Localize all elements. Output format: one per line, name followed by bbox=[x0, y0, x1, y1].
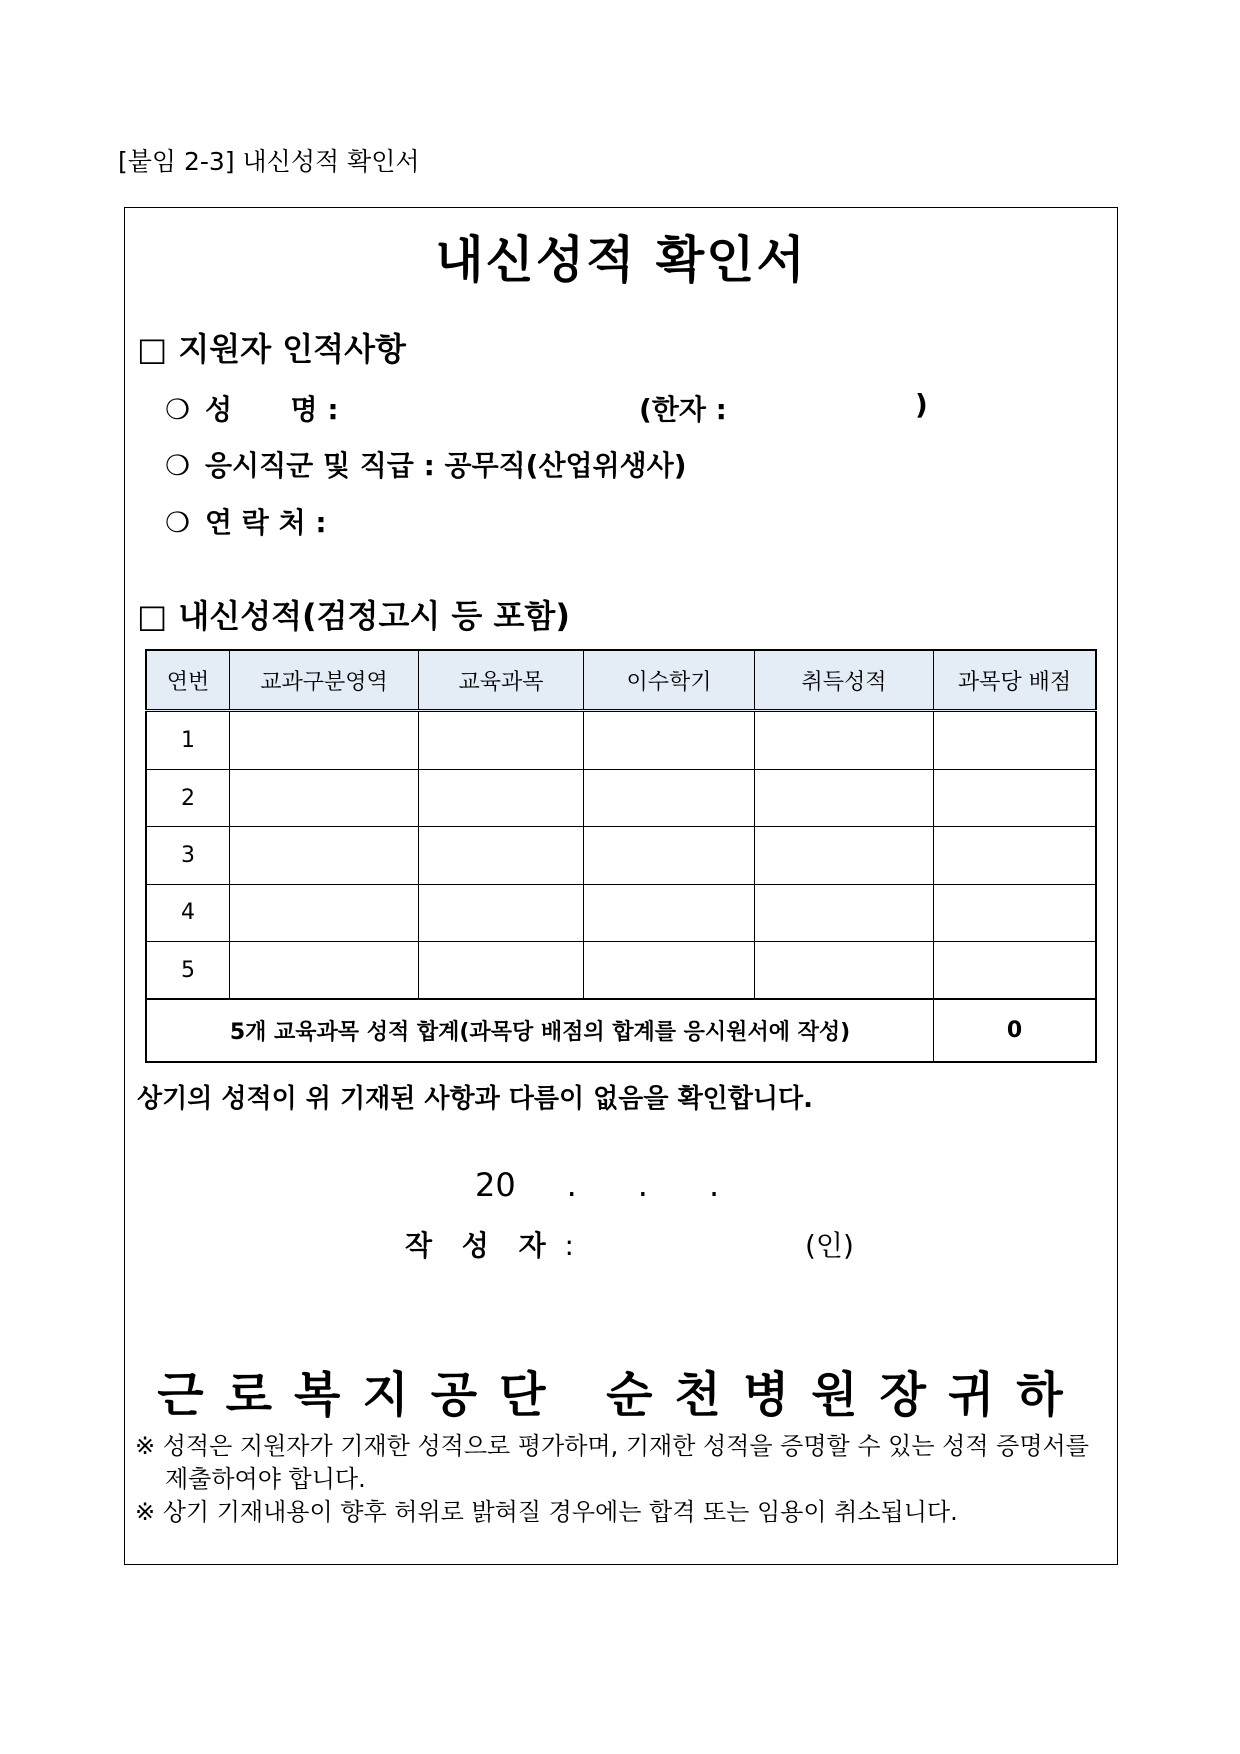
addressee: 근로복지공단 순천병원장귀하 bbox=[157, 1367, 1085, 1423]
semester-cell[interactable] bbox=[584, 827, 755, 884]
header-semester: 이수학기 bbox=[584, 650, 755, 711]
contact-label: 연 락 처 : bbox=[205, 506, 327, 539]
table-row bbox=[146, 711, 1096, 769]
semester-cell[interactable] bbox=[584, 884, 755, 941]
hanja-label: (한자 : bbox=[639, 393, 727, 426]
subject-cell[interactable] bbox=[419, 827, 584, 884]
grade-cell[interactable] bbox=[755, 884, 934, 941]
attachment-label: [붙임 2-3] 내신성적 확인서 bbox=[118, 147, 420, 176]
author-line bbox=[405, 1224, 574, 1264]
header-no: 연번 bbox=[146, 650, 230, 711]
date-line: 20 . . . bbox=[475, 1166, 720, 1204]
row-number: 4 bbox=[146, 884, 230, 941]
contact-row bbox=[165, 501, 327, 541]
table-header-row bbox=[146, 650, 1096, 711]
author-colon: : bbox=[555, 1229, 574, 1262]
grade-cell[interactable] bbox=[755, 942, 934, 1000]
total-value: 0 bbox=[934, 999, 1097, 1062]
grade-cell[interactable] bbox=[755, 711, 934, 769]
table-row bbox=[146, 827, 1096, 884]
points-cell[interactable] bbox=[934, 942, 1097, 1000]
subject-cell[interactable] bbox=[419, 711, 584, 769]
category-cell[interactable] bbox=[230, 711, 419, 769]
bullet-circle: ❍ bbox=[165, 393, 191, 426]
points-cell[interactable] bbox=[934, 827, 1097, 884]
name-label: 성 명 : bbox=[205, 393, 339, 426]
author-label: 작 성 자 bbox=[405, 1229, 556, 1262]
seal-label: (인) bbox=[805, 1229, 854, 1262]
position-label: 응시직군 및 직급 : 공무직(산업위생사) bbox=[205, 449, 687, 482]
note-2: ※ 상기 기재내용이 향후 허위로 밝혀질 경우에는 합격 또는 임용이 취소됩니다. bbox=[135, 1498, 958, 1526]
row-number: 5 bbox=[146, 942, 230, 1000]
category-cell[interactable] bbox=[230, 827, 419, 884]
note-1-line-1: ※ 성적은 지원자가 기재한 성적으로 평가하며, 기재한 성적을 증명할 수 있는 성적 증명서를 bbox=[135, 1432, 1089, 1460]
row-number: 3 bbox=[146, 827, 230, 884]
position-row bbox=[165, 444, 687, 484]
grade-cell[interactable] bbox=[755, 827, 934, 884]
points-cell[interactable] bbox=[934, 769, 1097, 826]
points-cell[interactable] bbox=[934, 884, 1097, 941]
bullet-circle: ❍ bbox=[165, 449, 191, 482]
section-applicant-heading: □ 지원자 인적사항 bbox=[137, 330, 406, 368]
header-subject: 교육과목 bbox=[419, 650, 584, 711]
note-1 bbox=[135, 1430, 1110, 1496]
subject-cell[interactable] bbox=[419, 884, 584, 941]
total-row bbox=[146, 999, 1096, 1062]
category-cell[interactable] bbox=[230, 769, 419, 826]
grade-cell[interactable] bbox=[755, 769, 934, 826]
semester-cell[interactable] bbox=[584, 942, 755, 1000]
name-row bbox=[165, 388, 339, 428]
section-grades-heading: □ 내신성적(검정고시 등 포함) bbox=[137, 597, 570, 635]
semester-cell[interactable] bbox=[584, 769, 755, 826]
row-number: 1 bbox=[146, 711, 230, 769]
row-number: 2 bbox=[146, 769, 230, 826]
subject-cell[interactable] bbox=[419, 769, 584, 826]
total-label: 5개 교육과목 성적 합계(과목당 배점의 합계를 응시원서에 작성) bbox=[146, 999, 934, 1062]
subject-cell[interactable] bbox=[419, 942, 584, 1000]
grades-table bbox=[145, 649, 1097, 1063]
header-points: 과목당 배점 bbox=[934, 650, 1097, 711]
semester-cell[interactable] bbox=[584, 711, 755, 769]
table-row bbox=[146, 884, 1096, 941]
header-grade: 취득성적 bbox=[755, 650, 934, 711]
bullet-circle: ❍ bbox=[165, 506, 191, 539]
document-frame bbox=[124, 207, 1118, 1565]
note-1-line-2: 제출하여야 합니다. bbox=[165, 1465, 366, 1493]
document-title: 내신성적 확인서 bbox=[435, 231, 807, 289]
table-row bbox=[146, 942, 1096, 1000]
confirmation-statement: 상기의 성적이 위 기재된 사항과 다름이 없음을 확인합니다. bbox=[137, 1084, 814, 1114]
hanja-close: ) bbox=[915, 388, 928, 421]
table-row bbox=[146, 769, 1096, 826]
category-cell[interactable] bbox=[230, 942, 419, 1000]
category-cell[interactable] bbox=[230, 884, 419, 941]
points-cell[interactable] bbox=[934, 711, 1097, 769]
header-category: 교과구분영역 bbox=[230, 650, 419, 711]
